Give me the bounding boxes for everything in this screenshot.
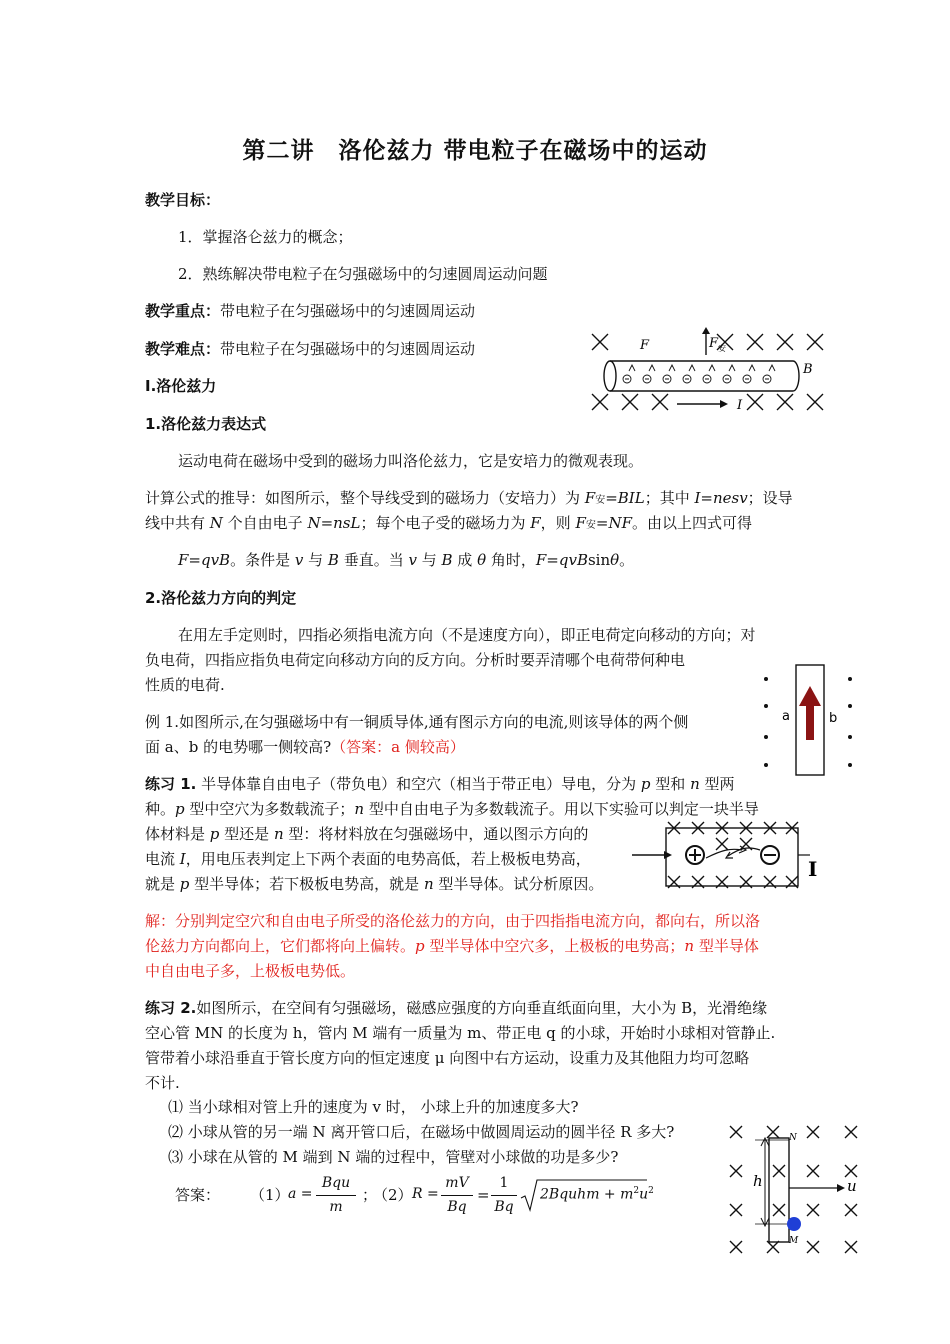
text: 个自由电子 (222, 514, 308, 532)
text: 型和 (650, 775, 691, 793)
formula-symbol: p (209, 825, 220, 843)
derivation-line-3 (178, 550, 634, 570)
text: 如图所示，在空间有匀强磁场，磁感应强度的方向垂直纸面向里，大小为 B，光滑绝缘 (196, 999, 768, 1017)
formula-symbol: p (415, 937, 425, 955)
formula-symbol: n (690, 775, 700, 793)
formula-symbol: n (354, 800, 365, 818)
answer-separator: ； (362, 1186, 378, 1204)
formula: =BIL (605, 489, 645, 507)
question-3: ⑶ 小球在从管的 M 端到 N 端的过程中，管壁对小球做的功是多少? (168, 1148, 619, 1166)
paragraph-2-line-2: 负电荷，四指应指负电荷定向移动方向的反方向。分析时要弄清哪个电荷带何种电 (145, 651, 686, 669)
text: 型两 (699, 775, 735, 793)
text: 。由以上四式可得 (631, 514, 752, 532)
text: 半导体靠自由电子（带负电）和空穴（相当于带正电）导电，分为 (196, 775, 641, 793)
fraction-bar (491, 1195, 517, 1196)
text: 角时， (486, 551, 536, 569)
formula-symbol: n (684, 937, 695, 955)
example-1-line-2 (145, 737, 465, 757)
text: 垂直。当 (338, 551, 409, 569)
formula-symbol: F (575, 514, 586, 532)
practice-2-line-2: 空心管 MN 的长度为 h，管内 M 端有一质量为 m、带正电 q 的小球，开始时小球相对管静止. (145, 1024, 776, 1042)
tube-end-m-label: M (789, 1236, 799, 1246)
answer-2-number: （2） (373, 1186, 413, 1204)
height-label: h (753, 1172, 763, 1190)
formula-symbol: v (294, 551, 304, 569)
figure-tube-svg (725, 1120, 865, 1260)
exponent: 2 (648, 1186, 654, 1196)
practice-2-line-1 (145, 998, 767, 1018)
practice-1-line-2 (145, 799, 759, 819)
answer-label: 答案： (175, 1186, 221, 1204)
text: ，用电压表判定上下两个表面的电势高低，若上极板电势高， (185, 850, 591, 868)
text: ；设导 (747, 489, 793, 507)
charged-ball (787, 1217, 801, 1231)
exponent: 2 (633, 1186, 640, 1196)
key-point-label: 教学重点： (145, 302, 221, 320)
magnetic-field-cross-marks (592, 334, 823, 410)
text: 线中共有 (145, 514, 210, 532)
solution-1-line-2 (145, 936, 759, 956)
formula-symbol: B (441, 551, 453, 569)
answer-2-numerator: mV (445, 1175, 469, 1191)
practice-1-line-5 (145, 874, 603, 894)
formula: F=qvB (178, 551, 231, 569)
text: 型还是 (219, 825, 274, 843)
text: 就是 (145, 875, 180, 893)
practice-label: 练习 2. (145, 999, 197, 1017)
formula: N=nsL (307, 514, 361, 532)
question-1: ⑴ 当小球相对管上升的速度为 v 时， 小球上升的加速度多大? (168, 1098, 579, 1116)
text: 电流 (145, 850, 180, 868)
current-arrow-shaft (806, 704, 814, 740)
difficulty-text: 带电粒子在匀强磁场中的匀速圆周运动 (220, 340, 476, 358)
text: 种。 (145, 800, 176, 818)
current-label: I (737, 398, 743, 413)
figure-semiconductor (630, 820, 830, 890)
formula-symbol: B (327, 551, 339, 569)
example-1-line-1: 例 1.如图所示,在匀强磁场中有一铜质导体,通有图示方向的电流,则该导体的两个侧 (145, 713, 689, 731)
answer-text: （答案：a 侧较高） (331, 738, 465, 756)
derivation-line-1 (145, 488, 793, 511)
answer-1-denominator: m (329, 1199, 343, 1215)
answer-block (175, 1176, 655, 1222)
figure-conductor-svg (758, 660, 858, 780)
practice-1-line-3 (145, 824, 588, 844)
solution-1-line-1: 解：分别判定空穴和自由电子所受的洛伦兹力的方向，由于四指指电流方向，都向右，所以洛 (145, 912, 761, 930)
text: ；每个电子受的磁场力为 (360, 514, 531, 532)
figure-wire-svg (585, 325, 835, 420)
formula-symbol: p (640, 775, 651, 793)
paragraph-2-line-3: 性质的电荷. (145, 676, 225, 694)
page-title: 第二讲 洛伦兹力 带电粒子在磁场中的运动 (242, 138, 708, 164)
radicand-symbol: u (639, 1186, 649, 1203)
figure-copper-conductor (758, 660, 858, 780)
text: 与 (303, 551, 328, 569)
figure-semiconductor-svg (630, 820, 830, 890)
formula-symbol: p (175, 800, 185, 818)
text: 成 (452, 551, 478, 569)
formula: =NF (595, 514, 632, 532)
practice-1-line-4 (145, 849, 591, 869)
text: 型：将材料放在匀强磁场中，通以图示方向的 (283, 825, 589, 843)
formula-symbol: n (273, 825, 284, 843)
text: 。条件是 (230, 551, 295, 569)
fraction-bar (316, 1195, 356, 1196)
electron-markers (623, 365, 775, 383)
tube-end-n-label: N (789, 1133, 797, 1143)
answer-2-denominator: Bq (447, 1199, 467, 1215)
practice-label: 练习 1. (145, 775, 197, 793)
text: 型半导体 (694, 937, 759, 955)
figure-tube-mn (725, 1120, 865, 1260)
formula-symbol: n (423, 875, 434, 893)
practice-2-line-3: 管带着小球沿垂直于管长度方向的恒定速度 μ 向图中右方运动，设重力及其他阻力均可忽略 (145, 1049, 750, 1067)
answer-2-radicand (540, 1186, 654, 1203)
field-label: B (803, 362, 813, 377)
text: 与 (416, 551, 442, 569)
fraction-bar (441, 1195, 473, 1196)
side-b-label: b (829, 711, 838, 726)
formula-symbol: I (179, 850, 186, 868)
text: ，则 (540, 514, 576, 532)
text: 体材料是 (145, 825, 210, 843)
formula-symbol: N (209, 514, 223, 532)
question-2: ⑵ 小球从管的另一端 N 离开管口后，在磁场中做圆周运动的圆半径 R 多大? (168, 1123, 675, 1141)
figure-wire-in-field (585, 325, 835, 420)
difficulty-label: 教学难点： (145, 340, 221, 358)
text: 型半导体中空穴多，上极板的电势高； (424, 937, 685, 955)
text: 。 (619, 551, 635, 569)
formula-symbol: p (179, 875, 190, 893)
goals-heading: 教学目标： (145, 191, 221, 209)
text: 型中空穴为多数载流子； (184, 800, 355, 818)
paragraph-2-line-1: 在用左手定则时，四指必须指电流方向（不是速度方向），即正电荷定向移动的方向；对 (178, 626, 756, 644)
answer-2-numerator-2: 1 (499, 1175, 509, 1191)
key-point-text: 带电粒子在匀强磁场中的匀速圆周运动 (220, 302, 476, 320)
goal-item-2: 2．熟练解决带电粒子在匀强磁场中的匀速圆周运动问题 (178, 265, 548, 283)
formula-symbol: v (408, 551, 417, 569)
current-label: I (808, 857, 818, 881)
derivation-line-2 (145, 513, 752, 536)
text: 面 a、b 的电势哪一侧较高? (145, 738, 332, 756)
subscript: 安 (595, 495, 606, 506)
ampere-force-subscript: 安 (718, 344, 726, 353)
difficulty (145, 339, 475, 359)
solution-1-line-3: 中自由电子多，上极板电势低。 (145, 962, 356, 980)
text: 型中自由电子为多数载流子。用以下实验可以判定一块半导 (364, 800, 759, 818)
velocity-label: u (847, 1177, 857, 1195)
equals-sign: = (477, 1186, 490, 1204)
radicand-text: 2Bquhm + m (540, 1186, 634, 1203)
formula: I=nesv (694, 489, 748, 507)
answer-1-number: （1） (250, 1186, 290, 1204)
tube-body (769, 1138, 789, 1242)
goal-item-1: 1．掌握洛仑兹力的概念； (178, 228, 353, 246)
answer-2-denominator-2: Bq (494, 1199, 514, 1215)
text: 计算公式的推导：如图所示，整个导线受到的磁场力（安培力）为 (145, 489, 585, 507)
practice-1-line-1 (145, 774, 735, 794)
formula-symbol: F (584, 489, 596, 507)
text: 型半导体。试分析原因。 (433, 875, 604, 893)
subsection-1-heading: 1.洛伦兹力表达式 (145, 415, 267, 433)
subscript: 安 (585, 520, 596, 531)
section-heading: I.洛伦兹力 (145, 377, 217, 395)
answer-2-lhs: R = (412, 1186, 439, 1202)
answer-1-numerator: Bqu (321, 1175, 351, 1191)
formula-symbol: θ (610, 551, 620, 569)
formula-symbol: θ (477, 551, 487, 569)
paragraph-1: 运动电荷在磁场中受到的磁场力叫洛伦兹力，它是安培力的微观表现。 (178, 452, 644, 470)
formula-symbol: F (530, 514, 541, 532)
formula: F=qvB (535, 551, 588, 569)
text: 型半导体；若下极板电势高，就是 (189, 875, 424, 893)
text: ；其中 (644, 489, 695, 507)
text: sin (587, 551, 611, 569)
ampere-force-label: F (709, 336, 719, 351)
side-a-label: a (782, 709, 790, 724)
answer-1-lhs: a = (288, 1186, 313, 1202)
key-point (145, 301, 475, 321)
subsection-2-heading: 2.洛伦兹力方向的判定 (145, 589, 297, 607)
practice-2-line-4: 不计. (145, 1074, 180, 1092)
force-label: F (640, 338, 650, 353)
text: 伦兹力方向都向上，它们都将向上偏转。 (145, 937, 416, 955)
